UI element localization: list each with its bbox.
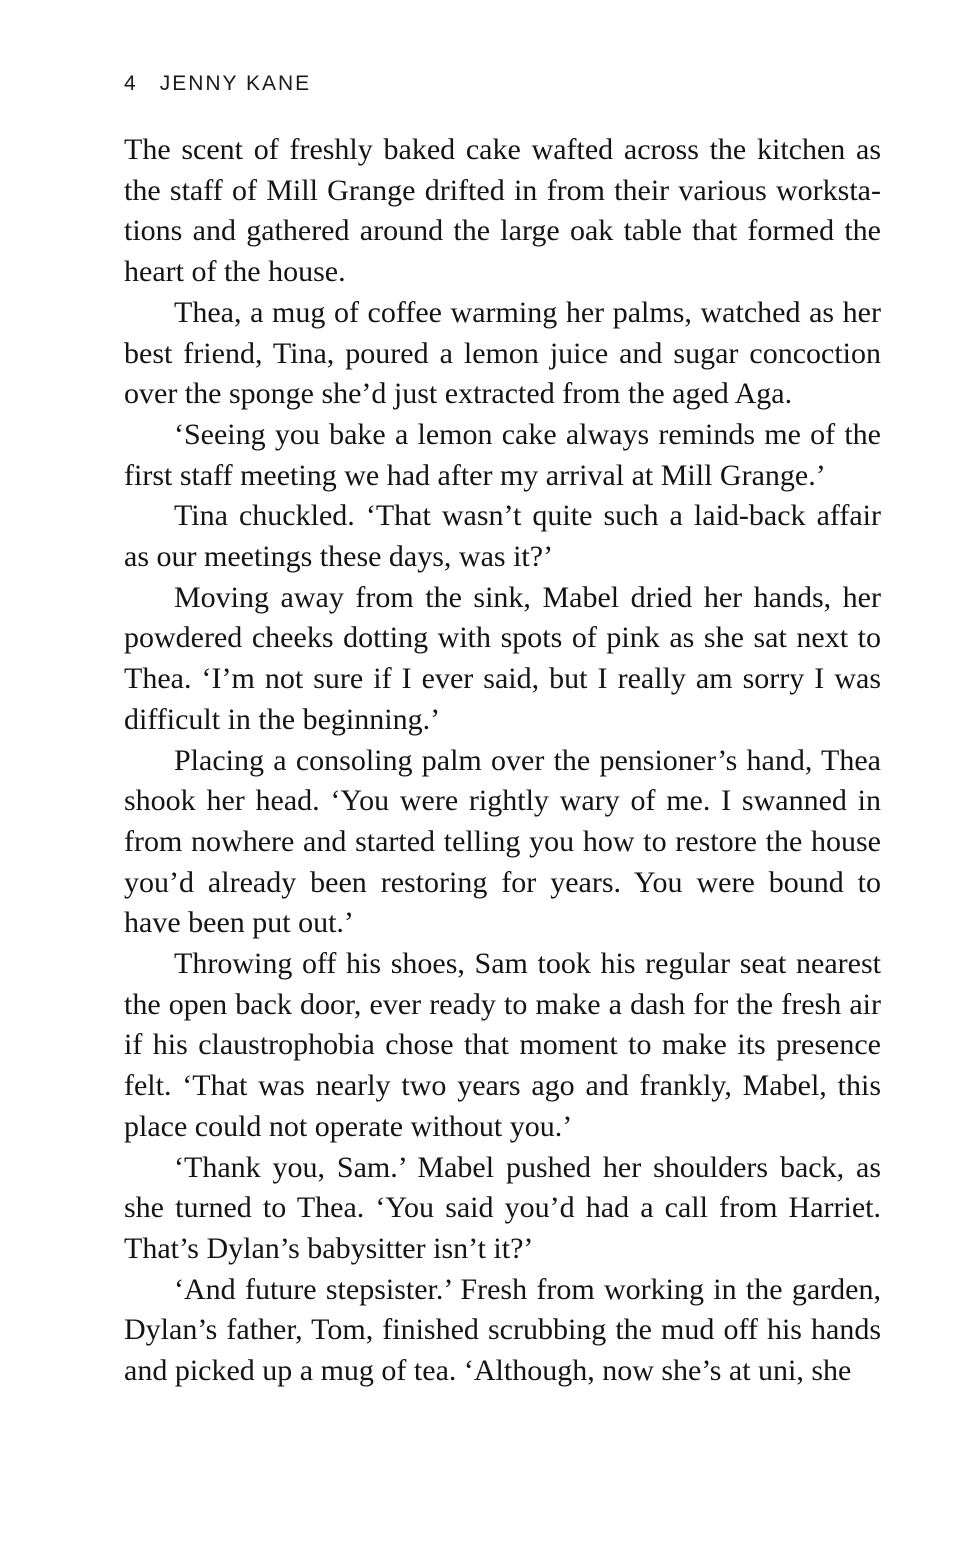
paragraph: ‘Seeing you bake a lemon cake always reminds me of the first staff meeting we had after my arrival at Mill Grange.’	[124, 417, 881, 492]
paragraph: The scent of freshly baked cake wafted across the kitchen as the staff of Mill Grange drifted in from their various workstations and gathered around the large oak table that formed the heart of the house.	[124, 133, 881, 289]
paragraph: Moving away from the sink, Mabel dried her hands, her powdered cheeks dotting with spots of pink as she sat next to Thea. ‘I’m not sure if I ever said, but I really am sorry I was difficult in the beginning.’	[124, 580, 881, 736]
author-name: JENNY KANE	[159, 72, 312, 95]
paragraph: Throwing off his shoes, Sam took his regular seat nearest the open back door, ever ready to make a dash for the fresh air if his claustrophobia chose that moment to make its presence felt. ‘That was nearly two years ago and frankly, Mabel, this place could not operate without you.’	[124, 947, 881, 1143]
paragraph: Thea, a mug of coffee warming her palms, watched as her best friend, Tina, poured a lemon juice and sugar concoction over the sponge she’d just extracted from the aged Aga.	[124, 295, 881, 411]
paragraph: ‘Thank you, Sam.’ Mabel pushed her shoulders back, as she turned to Thea. ‘You said you’d had a call from Harriet. That’s Dylan’s babysitter isn’t it?’	[124, 1150, 881, 1265]
paragraph: ‘And future stepsister.’ Fresh from working in the garden, Dylan’s father, Tom, finished scrubbing the mud off his hands and picked up a mug of tea. ‘Although, now she’s at uni, she	[124, 1272, 881, 1388]
body-text	[124, 130, 881, 1392]
paragraph: Tina chuckled. ‘That wasn’t quite such a laid-back affair as our meetings these days, was it?’	[124, 499, 881, 574]
page-number: 4	[124, 72, 138, 95]
running-head	[124, 72, 311, 96]
paragraph: Placing a consoling palm over the pensioner’s hand, Thea shook her head. ‘You were rightly wary of me. I swanned in from nowhere and started telling you how to restore the house you’d already been restoring for years. You were bound to have been put out.’	[124, 743, 881, 940]
